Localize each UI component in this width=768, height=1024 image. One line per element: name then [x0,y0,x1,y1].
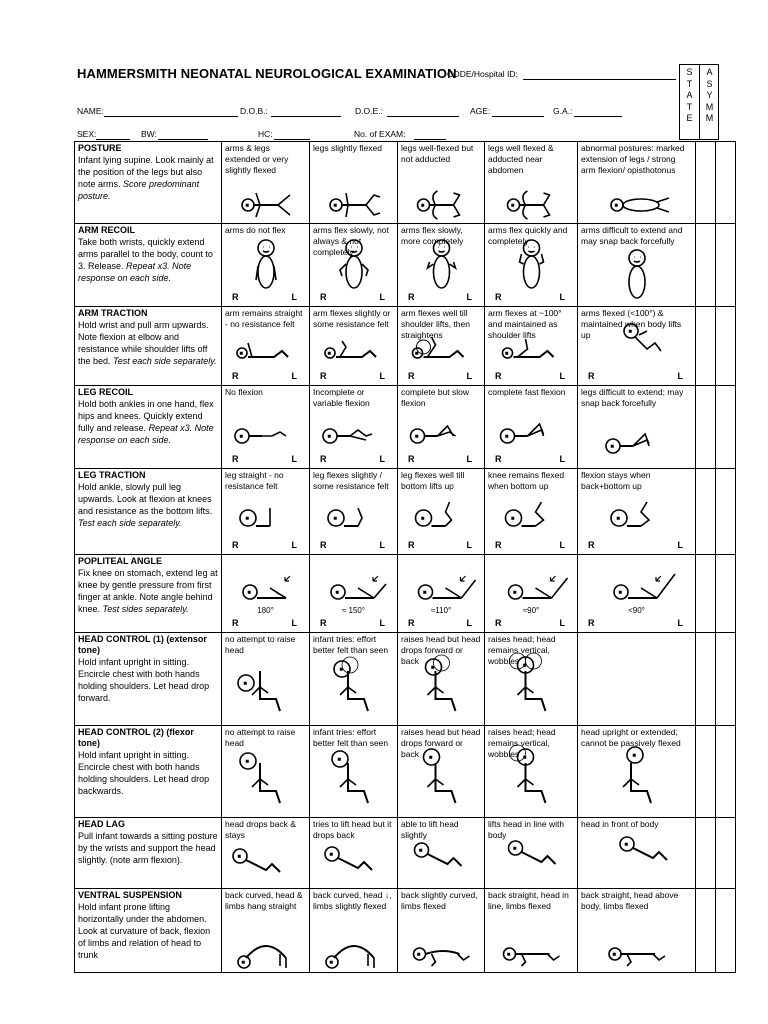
score-option-text: arms do not flex [225,225,286,235]
item-description-cell [75,224,222,307]
item-instructions-note: Test each side separately. [78,518,182,528]
asymm-letter: M [705,101,714,112]
score-option-text: arms flex slowly, more completely [401,225,464,246]
score-option-cell[interactable] [310,726,398,818]
item-heading: HEAD LAG [78,819,125,829]
score-option-text: raises head; head remains vertical, wobbles [488,634,556,666]
score-option-text: head drops back & stays [225,819,296,840]
item-heading: HEAD CONTROL (1) (extensor tone) [78,634,207,655]
score-option-text: leg flexes well till bottom lifts up [401,470,465,491]
ga-label: G.A.: [553,106,573,116]
dob-field[interactable] [271,116,341,117]
score-option-cell[interactable] [485,307,578,386]
item-heading: LEG TRACTION [78,470,146,480]
infant-posture-illustration [222,143,310,223]
asymm-letter: A [706,67,713,77]
bw-field[interactable] [158,139,208,140]
left-side-marker: L [291,371,297,381]
infant-posture-illustration [485,143,578,223]
item-instructions-text: Hold ankle, slowly pull leg upwards. Look at flexion at knees and resistance as the bottom lifts. [78,482,213,516]
score-option-text: head upright or extended; cannot be passively flexed [581,727,681,748]
state-letter: S [686,67,693,77]
angle-label: ≈ 150° [341,606,366,615]
score-option-text: arms flexed (<100°) & maintained when body lifts up [581,308,682,340]
right-side-marker: R [495,454,502,464]
right-side-marker: R [232,371,239,381]
right-side-marker: R [495,540,502,550]
code-label: CODE/Hospital ID: [447,69,518,79]
item-instructions-note: Test each side separately. [113,356,217,366]
infant-posture-illustration [398,143,485,223]
left-side-marker: L [291,540,297,550]
score-option-text: arm flexes at ~100° and maintained as shoulder lifts [488,308,562,340]
state-cell[interactable] [696,889,716,973]
right-side-marker: R [408,540,415,550]
asymmetry-cell[interactable] [716,307,736,386]
asymm-letter: Y [706,90,713,100]
infant-posture-illustration [485,819,578,888]
asymmetry-cell[interactable] [716,469,736,555]
angle-label: ≈110° [430,606,452,615]
score-option-text: arm flexes well till shoulder lifts, then straightens [401,308,470,340]
infant-posture-illustration [398,634,485,725]
right-side-marker: R [232,292,239,302]
item-instructions [78,567,218,615]
score-option-text: raises head but head drops forward or back [401,727,481,759]
item-instructions-note: Test sides separately. [102,604,189,614]
score-option-text: complete but slow flexion [401,387,470,408]
asymmetry-cell[interactable] [716,889,736,973]
state-letter: E [686,113,693,123]
item-instructions-note: Score predominant posture. [78,179,200,201]
score-option-text: abnormal postures: marked extension of legs / strong arm flexion/ opisthotonus [581,143,685,175]
left-side-marker: L [559,540,565,550]
asymmetry-cell[interactable] [716,555,736,633]
left-side-marker: L [559,292,565,302]
infant-posture-illustration [222,819,310,888]
right-side-marker: R [320,540,327,550]
left-side-marker: L [379,540,385,550]
right-side-marker: R [320,292,327,302]
score-option-cell[interactable] [485,889,578,973]
score-option-cell[interactable] [578,726,696,818]
score-option-cell[interactable] [398,889,485,973]
right-side-marker: R [408,292,415,302]
left-side-marker: L [466,371,472,381]
score-option-cell[interactable] [222,142,310,224]
doe-field[interactable] [387,116,459,117]
infant-posture-illustration [485,727,578,817]
name-label: NAME: [77,106,104,116]
score-option-cell[interactable] [485,555,578,633]
asymm-letter: M [705,113,714,123]
exam-row [75,224,736,307]
item-description-cell [75,307,222,386]
score-option-cell[interactable] [310,818,398,889]
infant-posture-illustration [310,143,398,223]
score-option-cell[interactable] [485,386,578,469]
asymm-header [700,67,719,125]
item-instructions-text: Hold infant upright in sitting. Encircle chest with both hands holding shoulders. Let head drop forward. [78,657,210,703]
score-option-text: back curved, head ↓, limbs slightly flexed [313,890,392,911]
item-instructions-text: Hold infant prone lifting horizontally under the abdomen. Look at curvature of back, flexion of limbs and relation of head to trunk [78,902,211,960]
score-option-cell[interactable] [485,224,578,307]
right-side-marker: R [408,371,415,381]
state-header [680,67,699,125]
score-option-text: complete fast flexion [488,387,566,397]
item-heading: ARM TRACTION [78,308,148,318]
state-asymm-header [679,64,719,140]
infant-posture-illustration [578,387,696,468]
score-option-cell[interactable] [485,726,578,818]
left-side-marker: L [466,618,472,628]
score-option-cell[interactable] [398,633,485,726]
infant-posture-illustration [222,727,310,817]
score-option-text: leg flexes slightly / some resistance felt [313,470,389,491]
infant-posture-illustration [310,890,398,972]
item-heading: ARM RECOIL [78,225,135,235]
asymmetry-cell[interactable] [716,726,736,818]
score-option-text: arms flex slowly, not always & not completely [313,225,389,257]
infant-posture-illustration [578,225,696,306]
score-option-cell[interactable] [398,469,485,555]
score-option-cell[interactable] [310,307,398,386]
asymmetry-cell[interactable] [716,224,736,307]
left-side-marker: L [559,618,565,628]
sex-field[interactable] [96,139,130,140]
exam-row [75,633,736,726]
right-side-marker: R [588,618,595,628]
right-side-marker: R [408,618,415,628]
angle-label: 180° [257,606,274,615]
score-option-text: head in front of body [581,819,659,829]
score-option-text: back curved, head & limbs hang straight [225,890,303,911]
right-side-marker: R [320,371,327,381]
score-option-cell[interactable] [222,469,310,555]
infant-posture-illustration [398,819,485,888]
score-option-text: lifts head in line with body [488,819,565,840]
right-side-marker: R [588,371,595,381]
item-heading: LEG RECOIL [78,387,134,397]
left-side-marker: L [379,454,385,464]
name-field[interactable] [104,116,238,117]
bw-label: BW: [141,129,157,139]
angle-label: ≈90° [522,606,540,615]
score-option-cell[interactable] [222,726,310,818]
left-side-marker: L [466,454,472,464]
exam-number-field[interactable] [414,139,446,140]
item-description-cell [75,889,222,973]
item-instructions [78,830,218,866]
exam-row [75,555,736,633]
left-side-marker: L [291,454,297,464]
infant-posture-illustration [222,890,310,972]
score-option-text: back straight, head above body, limbs flexed [581,890,679,911]
score-option-text: knee remains flexed when bottom up [488,470,565,491]
score-option-cell[interactable] [578,818,696,889]
score-option-text: No flexion [225,387,263,397]
score-option-text: leg straight - no resistance felt [225,470,284,491]
score-option-cell[interactable] [578,142,696,224]
item-instructions [78,236,218,284]
state-cell[interactable] [696,818,716,889]
score-option-cell[interactable] [398,224,485,307]
doe-label: D.O.E.: [355,106,383,116]
infant-posture-illustration [578,890,696,972]
item-description-cell [75,633,222,726]
ga-field[interactable] [574,116,622,117]
score-option-cell[interactable] [222,386,310,469]
right-side-marker: R [588,540,595,550]
score-option-text: arms flex quickly and completely [488,225,568,246]
dob-label: D.O.B.: [240,106,268,116]
score-option-text: arm flexes slightly or some resistance felt [313,308,391,329]
right-side-marker: R [495,292,502,302]
right-side-marker: R [232,454,239,464]
item-instructions-text: Hold wrist and pull arm upwards. Note flexion at elbow and resistance while shoulder lifts off the bed. [78,320,209,366]
state-cell[interactable] [696,469,716,555]
item-description-cell [75,469,222,555]
left-side-marker: L [379,292,385,302]
score-option-text: tries to lift head but it drops back [313,819,392,840]
infant-posture-illustration [398,890,485,972]
left-side-marker: L [559,454,565,464]
right-side-marker: R [495,618,502,628]
hc-field[interactable] [274,139,310,140]
score-option-cell[interactable] [222,818,310,889]
state-cell[interactable] [696,224,716,307]
item-instructions [78,656,218,704]
infant-posture-illustration [310,634,398,725]
left-side-marker: L [677,371,683,381]
infant-posture-illustration [222,634,310,725]
asymmetry-cell[interactable] [716,142,736,224]
score-option-cell[interactable] [578,889,696,973]
age-label: AGE: [470,106,491,116]
score-option-cell[interactable] [310,889,398,973]
asymmetry-cell[interactable] [716,633,736,726]
state-letter: T [686,78,693,89]
left-side-marker: L [291,618,297,628]
score-option-text: arms difficult to extend and may snap back forcefully [581,225,683,246]
right-side-marker: R [320,454,327,464]
item-heading: POPLITEAL ANGLE [78,556,163,566]
right-side-marker: R [408,454,415,464]
state-cell[interactable] [696,386,716,469]
age-field[interactable] [492,116,544,117]
state-cell[interactable] [696,633,716,726]
item-instructions [78,481,218,529]
item-description-cell [75,555,222,633]
score-option-text: Incomplete or variable flexion [313,387,370,408]
item-description-cell [75,818,222,889]
item-instructions-text: Hold both ankles in one hand, flex hips and knees. Quickly extend fully and release. [78,399,214,433]
score-option-text: back slightly curved, limbs flexed [401,890,478,911]
code-field[interactable] [523,79,676,80]
score-option-cell[interactable] [310,469,398,555]
exam-row [75,142,736,224]
left-side-marker: L [559,371,565,381]
asymmetry-cell[interactable] [716,818,736,889]
item-instructions [78,319,218,367]
exam-table [74,141,736,973]
score-option-cell[interactable] [310,142,398,224]
item-instructions-note: Repeat x3. Note response on each side. [78,423,214,445]
right-side-marker: R [320,618,327,628]
score-option-text: legs well-flexed but not adducted [401,143,474,164]
item-instructions-text: Pull infant towards a sitting posture by the wrists and support the head slightly. (note arm flexion). [78,831,218,865]
item-instructions [78,749,218,797]
score-option-text: able to lift head slightly [401,819,459,840]
item-instructions [78,901,218,961]
score-option-cell[interactable] [578,307,696,386]
infant-posture-illustration [310,727,398,817]
right-side-marker: R [232,540,239,550]
score-option-cell[interactable] [222,555,310,633]
score-option-cell[interactable] [398,555,485,633]
score-option-text: infant tries: effort better felt than seen [313,634,389,655]
infant-posture-illustration [578,819,696,888]
score-option-cell[interactable] [310,386,398,469]
exam-row [75,889,736,973]
item-instructions [78,154,218,202]
infant-posture-illustration [578,634,696,725]
state-letter: A [686,90,693,100]
score-option-text: no attempt to raise head [225,634,296,655]
state-cell[interactable] [696,142,716,224]
infant-posture-illustration [310,819,398,888]
state-cell[interactable] [696,307,716,386]
left-side-marker: L [291,292,297,302]
item-instructions-text: Fix knee on stomach, extend leg at knee by gentle pressure from first finger at ankle. Note angle behind knee. [78,568,218,614]
exam-number-label: No. of EXAM: [354,129,406,139]
score-option-cell[interactable] [310,224,398,307]
score-option-cell[interactable] [222,307,310,386]
score-option-cell[interactable] [310,555,398,633]
hc-label: HC: [258,129,273,139]
left-side-marker: L [379,371,385,381]
score-option-cell[interactable] [222,224,310,307]
score-option-text: raises head; head remains vertical, wobbles [488,727,556,759]
exam-row [75,469,736,555]
score-option-text: raises head but head drops forward or back [401,634,481,666]
left-side-marker: L [677,540,683,550]
score-option-cell[interactable] [485,469,578,555]
left-side-marker: L [379,618,385,628]
score-option-text: legs slightly flexed [313,143,382,153]
score-option-cell[interactable] [310,633,398,726]
item-description-cell [75,726,222,818]
score-option-text: arm remains straight - no resistance felt [225,308,303,329]
score-option-cell[interactable] [222,633,310,726]
infant-posture-illustration [578,143,696,223]
score-option-cell[interactable] [578,386,696,469]
exam-row [75,818,736,889]
exam-row [75,726,736,818]
infant-posture-illustration [578,727,696,817]
exam-row [75,386,736,469]
item-instructions-text: Infant lying supine. Look mainly at the position of the legs but also note arms. [78,155,214,189]
left-side-marker: L [466,540,472,550]
angle-label: <90° [628,606,645,615]
score-option-text: legs difficult to extend; may snap back forcefully [581,387,684,408]
form-title: HAMMERSMITH NEONATAL NEUROLOGICAL EXAMINATION [77,66,457,81]
exam-row [75,307,736,386]
score-option-cell[interactable] [398,142,485,224]
asymmetry-cell[interactable] [716,386,736,469]
score-option-cell[interactable] [398,818,485,889]
state-letter: T [686,101,693,112]
right-side-marker: R [495,371,502,381]
item-instructions-text: Take both wrists, quickly extend arms parallel to the body, count to 3. Release. [78,237,213,271]
item-heading: POSTURE [78,143,122,153]
right-side-marker: R [232,618,239,628]
score-option-cell[interactable] [578,633,696,726]
state-cell[interactable] [696,555,716,633]
score-option-cell[interactable] [485,633,578,726]
score-option-cell[interactable] [485,818,578,889]
sex-label: SEX: [77,129,97,139]
item-heading: VENTRAL SUSPENSION [78,890,182,900]
score-option-cell[interactable] [578,469,696,555]
state-cell[interactable] [696,726,716,818]
asymm-letter: S [706,78,713,89]
score-option-text: back straight, head in line, limbs flexed [488,890,569,911]
item-instructions [78,398,218,446]
score-option-cell[interactable] [578,555,696,633]
infant-posture-illustration [485,634,578,725]
score-option-text: legs well flexed & adducted near abdomen [488,143,554,175]
item-instructions-text: Hold infant upright in sitting. Encircle chest with both hands holding shoulders. Let head drop backwards. [78,750,210,796]
infant-posture-illustration [485,890,578,972]
infant-posture-illustration [398,727,485,817]
score-option-text: arms & legs extended or very slightly flexed [225,143,289,175]
left-side-marker: L [677,618,683,628]
score-option-cell[interactable] [222,889,310,973]
item-description-cell [75,142,222,224]
item-heading: HEAD CONTROL (2) (flexor tone) [78,727,194,748]
item-description-cell [75,386,222,469]
score-option-text: infant tries: effort better felt than seen [313,727,389,748]
score-option-cell[interactable] [578,224,696,307]
score-option-cell[interactable] [398,726,485,818]
score-option-text: flexion stays when back+bottom up [581,470,651,491]
score-option-text: no attempt to raise head [225,727,296,748]
score-option-cell[interactable] [398,307,485,386]
score-option-cell[interactable] [485,142,578,224]
left-side-marker: L [466,292,472,302]
item-instructions-note: Repeat x3. Note response on each side. [78,261,192,283]
score-option-cell[interactable] [398,386,485,469]
